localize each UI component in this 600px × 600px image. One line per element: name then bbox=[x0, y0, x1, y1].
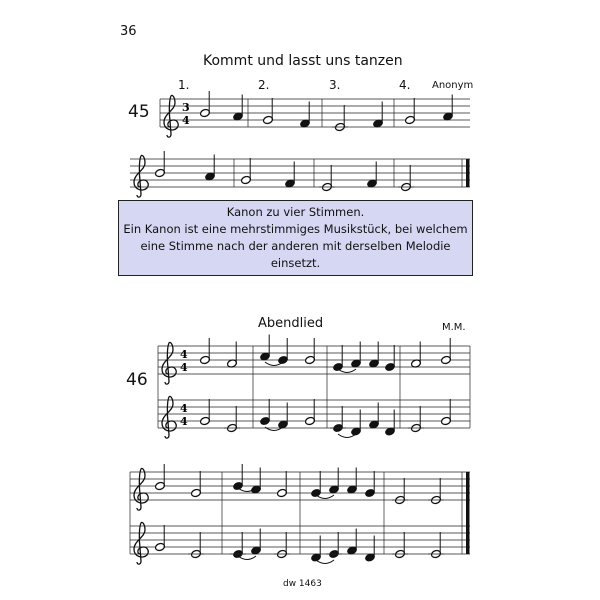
quarter-note bbox=[230, 532, 246, 559]
quarter-note bbox=[443, 95, 454, 122]
song-number-46: 46 bbox=[126, 370, 148, 390]
quarter-note bbox=[385, 410, 396, 437]
half-note bbox=[227, 342, 238, 369]
quarter-note bbox=[300, 102, 311, 129]
half-note bbox=[155, 151, 166, 178]
half-note bbox=[155, 525, 166, 552]
treble-clef-icon bbox=[162, 342, 176, 384]
quarter-note bbox=[330, 406, 346, 433]
time-signature-top: 4 bbox=[180, 402, 188, 415]
quarter-note bbox=[333, 345, 344, 372]
quarter-note bbox=[233, 464, 244, 491]
quarter-note bbox=[311, 471, 322, 498]
song-number-45: 45 bbox=[128, 102, 150, 122]
quarter-note bbox=[369, 342, 380, 369]
half-note bbox=[155, 464, 166, 491]
half-note bbox=[428, 532, 444, 559]
quarter-note bbox=[385, 345, 396, 372]
info-line: Ein Kanon ist eine mehrstimmiges Musikstück, bei welchem bbox=[123, 222, 468, 236]
quarter-note bbox=[373, 102, 384, 129]
time-signature-bottom: 4 bbox=[180, 361, 188, 374]
quarter-note bbox=[347, 529, 358, 556]
time-signature-bottom: 4 bbox=[182, 114, 190, 127]
quarter-note bbox=[365, 536, 376, 563]
quarter-note bbox=[278, 338, 289, 365]
half-note bbox=[274, 532, 290, 559]
quarter-note bbox=[205, 155, 216, 182]
half-note bbox=[332, 105, 348, 132]
half-note bbox=[441, 399, 452, 426]
quarter-note bbox=[351, 410, 362, 437]
time-signature-bottom: 4 bbox=[180, 415, 188, 428]
publisher-code: dw 1463 bbox=[283, 579, 322, 589]
half-note bbox=[305, 399, 316, 426]
time-signature-top: 4 bbox=[180, 348, 188, 361]
canon-entry-2: 2. bbox=[258, 78, 270, 92]
quarter-note bbox=[311, 536, 322, 563]
quarter-note bbox=[251, 529, 262, 556]
half-note bbox=[319, 165, 335, 192]
half-note bbox=[200, 399, 211, 426]
half-note bbox=[441, 338, 452, 365]
half-note bbox=[263, 98, 274, 125]
info-line: Kanon zu vier Stimmen. bbox=[226, 205, 365, 219]
half-note bbox=[200, 338, 211, 365]
quarter-note bbox=[278, 403, 289, 430]
page-number: 36 bbox=[120, 24, 137, 39]
quarter-note bbox=[260, 335, 271, 362]
treble-clef-icon bbox=[134, 155, 148, 197]
treble-clef-icon bbox=[162, 396, 176, 438]
treble-clef-icon bbox=[164, 95, 178, 137]
composer-label: Anonym bbox=[432, 80, 474, 91]
composer-label: M.M. bbox=[442, 322, 466, 333]
quarter-note bbox=[233, 95, 244, 122]
quarter-note bbox=[260, 399, 271, 426]
notes-layer bbox=[155, 91, 454, 564]
quarter-note bbox=[347, 468, 358, 495]
half-note bbox=[411, 342, 422, 369]
treble-clef-icon bbox=[134, 468, 148, 510]
quarter-note bbox=[285, 162, 296, 189]
treble-clef-icon bbox=[134, 522, 148, 564]
half-note bbox=[224, 406, 240, 433]
half-note bbox=[277, 471, 288, 498]
staff-song46-system2 bbox=[130, 468, 470, 564]
canon-entry-3: 3. bbox=[329, 78, 341, 92]
half-note bbox=[428, 478, 444, 505]
half-note bbox=[241, 158, 252, 185]
half-note bbox=[392, 478, 408, 505]
quarter-note bbox=[351, 342, 362, 369]
half-note bbox=[188, 532, 204, 559]
slur bbox=[316, 560, 334, 564]
quarter-note bbox=[369, 403, 380, 430]
song-title-kommt-und-lasst-uns-tanzen: Kommt und lasst uns tanzen bbox=[203, 53, 403, 69]
info-line: eine Stimme nach der anderen mit derselben Melodie bbox=[140, 239, 451, 253]
quarter-note bbox=[326, 532, 342, 559]
half-note bbox=[305, 338, 316, 365]
quarter-note bbox=[365, 471, 376, 498]
canon-entry-1: 1. bbox=[178, 78, 190, 92]
half-note bbox=[398, 165, 414, 192]
half-note bbox=[405, 98, 416, 125]
song-title-abendlied: Abendlied bbox=[258, 316, 324, 331]
quarter-note bbox=[329, 468, 340, 495]
half-note bbox=[392, 532, 408, 559]
half-note bbox=[200, 91, 211, 118]
half-note bbox=[191, 471, 202, 498]
time-signature-top: 3 bbox=[182, 101, 190, 114]
quarter-note bbox=[367, 162, 378, 189]
half-note bbox=[408, 406, 424, 433]
canon-entry-4: 4. bbox=[399, 78, 411, 92]
staff-song45-row2 bbox=[130, 155, 470, 197]
info-line: einsetzt. bbox=[270, 256, 321, 270]
